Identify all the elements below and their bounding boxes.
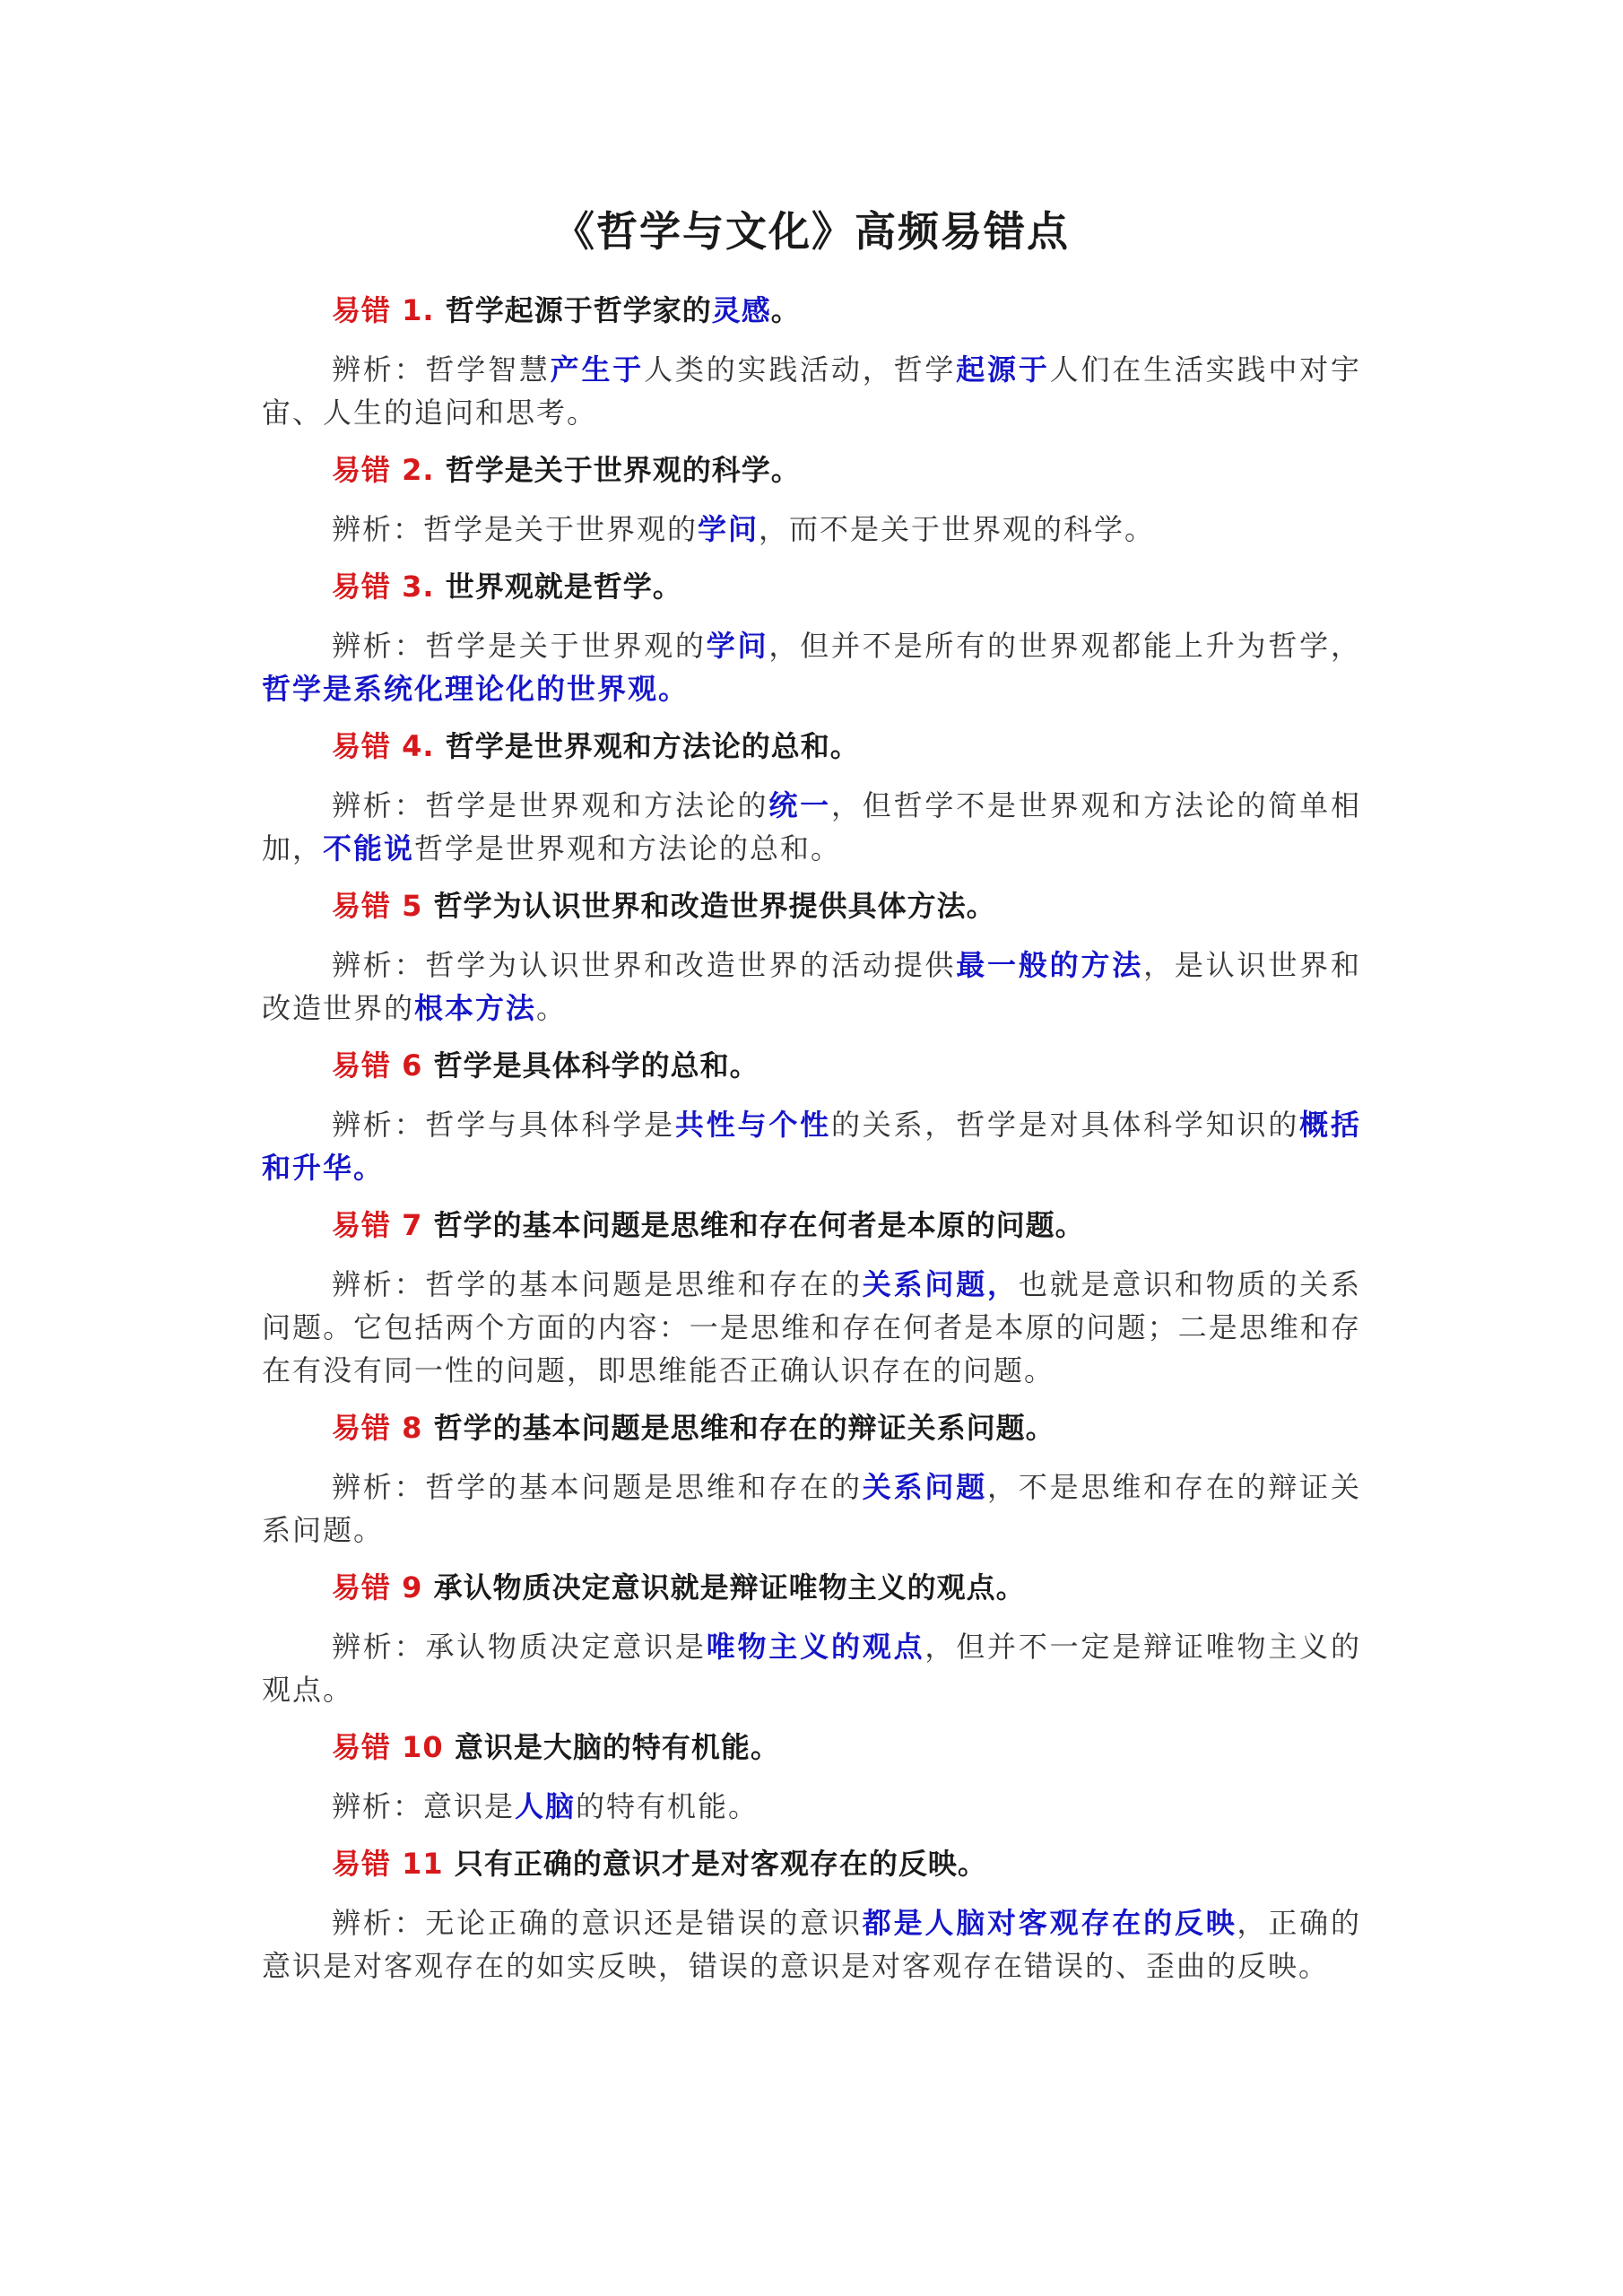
analysis-text: 的特有机能。 (576, 1789, 759, 1823)
statement-text: 只有正确的意识才是对客观存在的反映。 (454, 1847, 987, 1881)
highlight-text: 学问 (706, 629, 769, 663)
analysis-text: 人类的实践活动，哲学 (644, 352, 957, 387)
analysis-text: ，但并不一定是辩证唯物主义的观点。 (262, 1630, 1361, 1707)
mistake-number-tag: 易错 8 (332, 1411, 434, 1445)
mistake-item (262, 1406, 1361, 1552)
mistake-item (262, 1726, 1361, 1828)
highlight-text: 人脑 (515, 1789, 577, 1823)
analysis-paragraph (262, 508, 1361, 551)
analysis-text: 辨析：哲学的基本问题是思维和存在的 (332, 1470, 863, 1504)
analysis-paragraph (262, 1901, 1361, 1987)
mistake-statement (262, 1406, 1361, 1449)
highlight-text: 不能说 (323, 831, 415, 865)
analysis-text: 辨析：哲学是关于世界观的 (332, 512, 699, 546)
analysis-paragraph (262, 1263, 1361, 1392)
mistake-list (262, 289, 1361, 1987)
statement-text: 承认物质决定意识就是辩证唯物主义的观点。 (433, 1570, 1026, 1605)
statement-text: 。 (770, 293, 801, 327)
analysis-text: 辨析：承认物质决定意识是 (332, 1630, 707, 1664)
analysis-text: 哲学是世界观和方法论的总和。 (414, 831, 842, 865)
analysis-text: 辨析：哲学智慧 (332, 352, 551, 387)
document-title: 《哲学与文化》高频易错点 (553, 207, 1070, 256)
statement-text: 哲学起源于哲学家的 (445, 293, 712, 327)
analysis-text: 人们在生活实践中对宇宙、人生的追问和思考。 (262, 352, 1361, 430)
analysis-text: ，但并不是所有的世界观都能上升为哲学， (768, 629, 1361, 663)
highlight-text: 根本方法 (414, 991, 537, 1025)
mistake-number-tag: 易错 7 (332, 1208, 434, 1242)
highlight-text: 都是人脑对客观存在的反映 (862, 1906, 1237, 1940)
mistake-number-tag: 易错 9 (332, 1570, 434, 1605)
statement-text: 哲学的基本问题是思维和存在的辩证关系问题。 (433, 1411, 1055, 1445)
analysis-paragraph (262, 944, 1361, 1030)
statement-text: 世界观就是哲学。 (445, 570, 682, 604)
mistake-statement (262, 1842, 1361, 1885)
mistake-item (262, 1842, 1361, 1987)
highlight-text: 最一般的方法 (956, 948, 1144, 982)
mistake-number-tag: 易错 2. (332, 453, 446, 487)
mistake-number-tag: 易错 10 (332, 1730, 455, 1764)
highlight-text: 学问 (698, 512, 759, 546)
mistake-number-tag: 易错 5 (332, 889, 434, 923)
highlight-text: 唯物主义的观点 (706, 1630, 925, 1664)
mistake-statement (262, 289, 1361, 332)
analysis-text: 也就是意识和物质的关系问题。它包括两个方面的内容：一是思维和存在何者是本原的问题；二是思维和存在有没有同一性的问题，即思维能否正确认识存在的问题。 (262, 1267, 1361, 1387)
mistake-statement (262, 725, 1361, 768)
analysis-paragraph (262, 624, 1361, 710)
mistake-item (262, 1204, 1361, 1392)
analysis-text: 辨析：哲学与具体科学是 (332, 1108, 675, 1142)
mistake-statement (262, 1726, 1361, 1769)
mistake-item (262, 884, 1361, 1030)
highlight-text: 共性与个性 (674, 1108, 831, 1142)
mistake-number-tag: 易错 4. (332, 729, 446, 763)
highlight-text: 关系问题 (862, 1470, 988, 1504)
analysis-paragraph (262, 348, 1361, 434)
highlight-text: 关系问题， (862, 1267, 1019, 1301)
statement-text: 哲学是世界观和方法论的总和。 (445, 729, 860, 763)
mistake-item (262, 725, 1361, 870)
highlight-text: 起源于 (956, 352, 1050, 387)
highlight-text: 产生于 (550, 352, 645, 387)
analysis-text: ，是认识世界和改造世界的 (262, 948, 1361, 1025)
analysis-text: 辨析：无论正确的意识还是错误的意识 (332, 1906, 863, 1940)
analysis-text: 辨析：哲学是关于世界观的 (332, 629, 707, 663)
analysis-paragraph (262, 1625, 1361, 1711)
analysis-paragraph (262, 1103, 1361, 1189)
highlight-text: 概括和升华。 (262, 1108, 1361, 1185)
analysis-text: 辨析：哲学为认识世界和改造世界的活动提供 (332, 948, 957, 982)
mistake-number-tag: 易错 3. (332, 570, 446, 604)
analysis-text: 辨析：哲学是世界观和方法论的 (332, 788, 769, 822)
mistake-statement (262, 1566, 1361, 1609)
highlight-text: 哲学是系统化理论化的世界观。 (262, 672, 690, 706)
analysis-text: 辨析：意识是 (332, 1789, 516, 1823)
highlight-text: 统一 (768, 788, 831, 822)
mistake-item (262, 1566, 1361, 1711)
mistake-statement (262, 565, 1361, 608)
analysis-paragraph (262, 784, 1361, 870)
statement-text: 意识是大脑的特有机能。 (454, 1730, 780, 1764)
mistake-item (262, 289, 1361, 434)
statement-text: 哲学是具体科学的总和。 (433, 1048, 759, 1083)
analysis-text: ，但哲学不是世界观和方法论的简单相加， (262, 788, 1361, 865)
mistake-number-tag: 易错 6 (332, 1048, 434, 1083)
statement-text: 哲学是关于世界观的科学。 (445, 453, 801, 487)
mistake-statement (262, 884, 1361, 927)
mistake-statement (262, 1044, 1361, 1087)
mistake-item (262, 448, 1361, 551)
mistake-number-tag: 易错 1. (332, 293, 446, 327)
mistake-number-tag: 易错 11 (332, 1847, 455, 1881)
analysis-text: ，不是思维和存在的辩证关系问题。 (262, 1470, 1361, 1547)
highlight-text: 灵感 (711, 293, 771, 327)
document-page (262, 204, 1361, 2002)
analysis-paragraph (262, 1465, 1361, 1552)
mistake-statement (262, 1204, 1361, 1247)
analysis-text: 辨析：哲学的基本问题是思维和存在的 (332, 1267, 863, 1301)
mistake-item (262, 565, 1361, 710)
analysis-text: ，而不是关于世界观的科学。 (759, 512, 1156, 546)
analysis-text: 。 (536, 991, 568, 1025)
mistake-statement (262, 448, 1361, 491)
statement-text: 哲学的基本问题是思维和存在何者是本原的问题。 (433, 1208, 1085, 1242)
analysis-text: ，正确的意识是对客观存在的如实反映，错误的意识是对客观存在错误的、歪曲的反映。 (262, 1906, 1361, 1983)
analysis-paragraph (262, 1785, 1361, 1828)
statement-text: 哲学为认识世界和改造世界提供具体方法。 (433, 889, 996, 923)
analysis-text: 的关系，哲学是对具体科学知识的 (830, 1108, 1300, 1142)
mistake-item (262, 1044, 1361, 1189)
